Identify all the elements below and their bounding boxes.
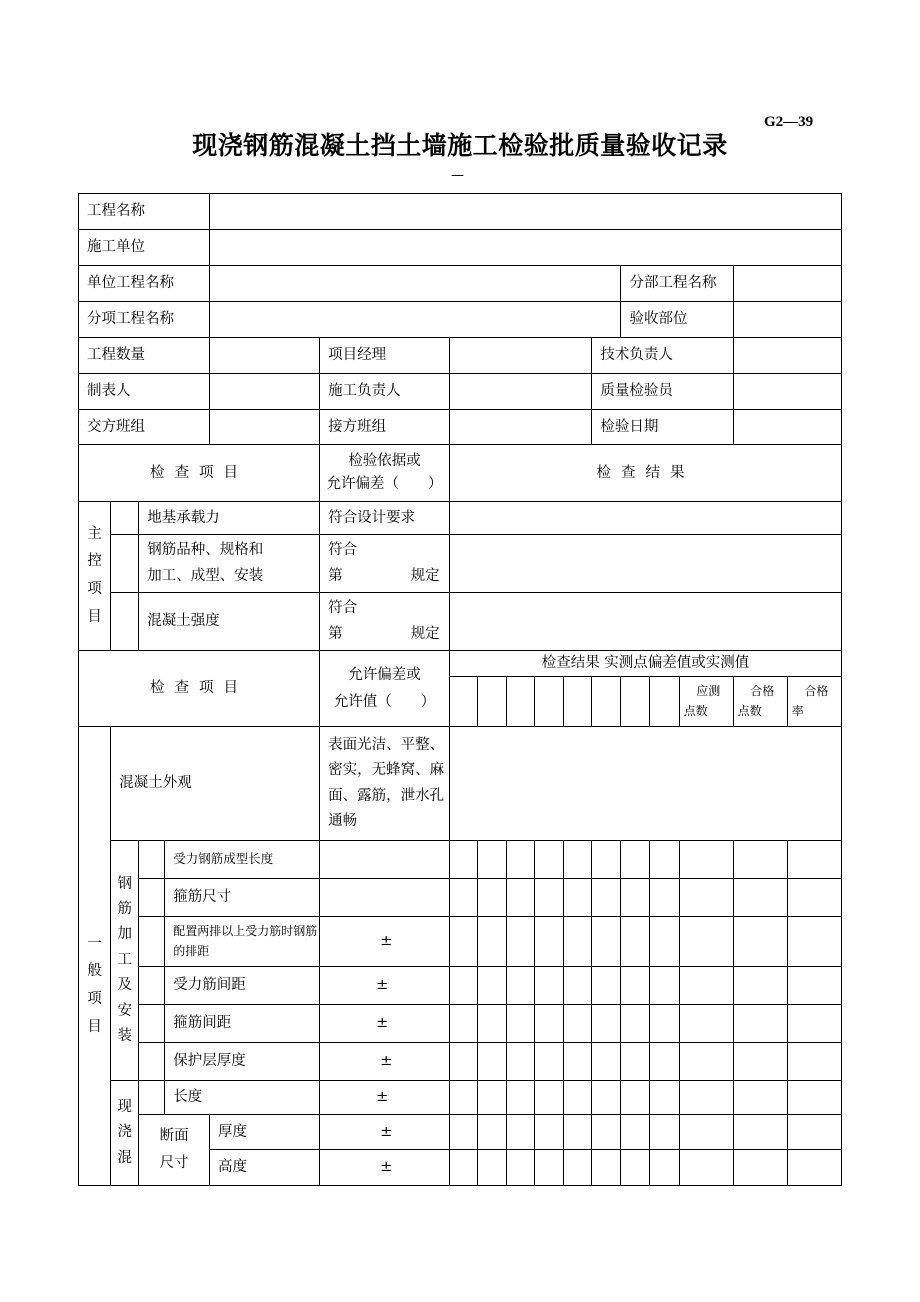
should-points-line2: 点数: [683, 703, 708, 718]
handover-team-field[interactable]: [209, 410, 319, 445]
inspection-date-label: 检验日期: [592, 410, 733, 445]
rebar-index-cell: [139, 917, 165, 967]
qualified-points-cell[interactable]: [733, 1043, 787, 1081]
pass-rate-cell[interactable]: [787, 879, 841, 917]
measure-cell[interactable]: [478, 967, 507, 1005]
measure-cell[interactable]: [621, 1081, 649, 1115]
rebar-group-char: 筋: [117, 901, 132, 918]
measure-cell[interactable]: [649, 1005, 679, 1043]
measure-cell[interactable]: [564, 1005, 592, 1043]
measure-cell[interactable]: [535, 841, 564, 879]
form-code: G2—39: [764, 114, 814, 130]
measure-cell[interactable]: [592, 879, 621, 917]
pass-rate-cell[interactable]: [787, 967, 841, 1005]
pass-rate-cell[interactable]: [787, 1005, 841, 1043]
measure-cell[interactable]: [649, 917, 679, 967]
pass-rate-line1: 合格: [804, 684, 829, 699]
measure-cell[interactable]: [507, 1150, 535, 1186]
rebar-result[interactable]: [450, 535, 842, 593]
rebar-row-tolerance: ±: [320, 967, 450, 1005]
measure-cell[interactable]: [450, 841, 478, 879]
appearance-item: 混凝土外观: [111, 727, 320, 841]
main-items-header: 检查项目: [79, 445, 320, 502]
measure-cell[interactable]: [450, 1043, 478, 1081]
measure-cell[interactable]: [535, 1115, 564, 1150]
measure-cell[interactable]: [564, 967, 592, 1005]
rebar-row-tolerance: [320, 879, 450, 917]
section-size-line1: 断面: [159, 1128, 189, 1145]
measure-cell[interactable]: [507, 1005, 535, 1043]
main-basis-header: [320, 445, 450, 502]
measure-cell[interactable]: [478, 1081, 507, 1115]
cast-group-char: 浇: [117, 1124, 132, 1141]
measure-cell[interactable]: [649, 879, 679, 917]
measure-cell[interactable]: [621, 917, 649, 967]
acceptance-part-label: 验收部位: [621, 302, 733, 338]
measure-cell[interactable]: [450, 677, 478, 727]
section-size-line2: 尺寸: [159, 1155, 189, 1171]
measure-cell[interactable]: [621, 1115, 649, 1150]
inspection-form-table: [78, 193, 842, 1186]
measure-cell[interactable]: [478, 841, 507, 879]
should-points-cell[interactable]: [679, 841, 733, 879]
should-points-cell[interactable]: [679, 879, 733, 917]
measure-cell[interactable]: [564, 917, 592, 967]
thickness-tolerance: ±: [320, 1115, 450, 1150]
pass-rate-cell[interactable]: [787, 917, 841, 967]
rebar-item-line2: 加工、成型、安装: [147, 567, 264, 584]
rebar-group-char: 及: [117, 977, 132, 994]
main-row-index-cell: [111, 502, 139, 535]
measure-cell[interactable]: [564, 1043, 592, 1081]
measure-cell[interactable]: [592, 1005, 621, 1043]
measure-cell[interactable]: [535, 1150, 564, 1186]
measure-cell[interactable]: [649, 1150, 679, 1186]
rebar-group-char: 钢: [117, 875, 132, 892]
should-points-cell[interactable]: [679, 1081, 733, 1115]
rebar-basis-clause: 第: [328, 567, 343, 584]
qualified-points-cell[interactable]: [733, 1115, 787, 1150]
measure-cell[interactable]: [450, 1005, 478, 1043]
qualified-points-cell[interactable]: [733, 967, 787, 1005]
measure-cell[interactable]: [478, 1005, 507, 1043]
project-name-label: 工程名称: [79, 194, 210, 230]
measure-cell[interactable]: [592, 1081, 621, 1115]
page-title: 现浇钢筋混凝土挡土墙施工检验批质量验收记录: [192, 131, 728, 160]
cast-group-char: 现: [117, 1098, 132, 1115]
rebar-row-tolerance: [320, 841, 450, 879]
concrete-strength-result[interactable]: [450, 593, 842, 651]
rebar-basis-rule: 规定: [410, 567, 440, 584]
main-basis-header-line2: 允许偏差（ ）: [326, 476, 443, 492]
rebar-row-item: 箍筋间距: [165, 1005, 320, 1043]
measure-cell[interactable]: [507, 917, 535, 967]
pass-rate-cell[interactable]: [787, 1150, 841, 1186]
measure-cell[interactable]: [649, 1115, 679, 1150]
measure-cell[interactable]: [649, 1043, 679, 1081]
rebar-item: [139, 535, 320, 593]
thickness-item: 厚度: [209, 1115, 319, 1150]
measure-cell[interactable]: [478, 677, 507, 727]
measure-cell[interactable]: [507, 967, 535, 1005]
measure-cell[interactable]: [535, 1043, 564, 1081]
measure-cell[interactable]: [478, 879, 507, 917]
construction-lead-label: 施工负责人: [320, 374, 450, 410]
main-results-header: 检查结果: [450, 445, 842, 502]
quantity-field[interactable]: [209, 338, 319, 374]
concrete-strength-basis-clause: 第: [328, 625, 343, 642]
height-tolerance: ±: [320, 1150, 450, 1186]
rebar-row-item: 配置两排以上受力筋时钢筋的排距: [165, 917, 320, 967]
should-points-cell[interactable]: [679, 1150, 733, 1186]
measure-cell[interactable]: [564, 879, 592, 917]
general-allow-header-line2: 允许值（ ）: [333, 693, 436, 710]
handover-team-label: 交方班组: [79, 410, 210, 445]
measure-cell[interactable]: [592, 967, 621, 1005]
sub-item-project-name-label: 分项工程名称: [79, 302, 210, 338]
bearing-capacity-basis: 符合设计要求: [320, 502, 450, 535]
measure-cell[interactable]: [535, 677, 564, 727]
pass-rate-cell[interactable]: [787, 1043, 841, 1081]
measure-cell[interactable]: [535, 1005, 564, 1043]
rebar-row-item: 受力钢筋成型长度: [165, 841, 320, 879]
rebar-index-cell: [139, 967, 165, 1005]
rebar-basis: [320, 535, 450, 593]
general-label: [79, 727, 111, 1186]
should-points-cell[interactable]: [679, 1115, 733, 1150]
appearance-requirement: 表面光洁、平整、密实，无蜂窝、麻面、露筋，泄水孔通畅: [320, 727, 450, 841]
measure-cell[interactable]: [478, 1115, 507, 1150]
concrete-strength-item: 混凝土强度: [139, 593, 320, 651]
sub-item-project-name-field[interactable]: [209, 302, 621, 338]
takeover-team-label: 接方班组: [320, 410, 450, 445]
measure-cell[interactable]: [564, 1115, 592, 1150]
qualified-points-cell[interactable]: [733, 1081, 787, 1115]
pass-rate-cell[interactable]: [787, 841, 841, 879]
length-item: 长度: [165, 1081, 320, 1115]
division-project-name-field[interactable]: [733, 266, 841, 302]
qualified-points-cell[interactable]: [733, 841, 787, 879]
unit-project-name-field[interactable]: [209, 266, 621, 302]
construction-lead-field[interactable]: [450, 374, 592, 410]
cast-group-char: 混: [117, 1149, 132, 1166]
measure-cell[interactable]: [649, 1081, 679, 1115]
measure-cell[interactable]: [535, 879, 564, 917]
should-points-cell[interactable]: [679, 967, 733, 1005]
main-control-char: 目: [87, 608, 102, 625]
rebar-basis-line1: 符合: [328, 542, 358, 559]
takeover-team-field[interactable]: [450, 410, 592, 445]
measure-cell[interactable]: [507, 879, 535, 917]
bearing-capacity-item: 地基承载力: [139, 502, 320, 535]
general-char: 项: [87, 991, 102, 1007]
appearance-result[interactable]: [450, 727, 842, 841]
technical-lead-label: 技术负责人: [592, 338, 733, 374]
main-basis-header-line1: 检验依据或: [348, 453, 421, 470]
should-points-line1: 应测: [696, 684, 721, 699]
unit-project-name-label: 单位工程名称: [79, 266, 210, 302]
rebar-group-char: 加: [117, 926, 132, 943]
rebar-item-line1: 钢筋品种、规格和: [147, 542, 264, 559]
section-size-label: [139, 1115, 210, 1186]
measure-cell[interactable]: [478, 1043, 507, 1081]
construction-unit-label: 施工单位: [79, 230, 210, 266]
rebar-group-char: 工: [117, 951, 132, 968]
qualified-points-cell[interactable]: [733, 879, 787, 917]
tabulator-field[interactable]: [209, 374, 319, 410]
title-dash: —: [451, 168, 464, 183]
acceptance-part-field[interactable]: [733, 302, 841, 338]
general-results-header: 检查结果 实测点偏差值或实测值: [450, 651, 842, 677]
measure-cell[interactable]: [450, 1150, 478, 1186]
measure-cell[interactable]: [478, 1150, 507, 1186]
measure-cell[interactable]: [592, 1150, 621, 1186]
quality-inspector-field[interactable]: [733, 374, 841, 410]
measure-cell[interactable]: [507, 1081, 535, 1115]
pass-rate-cell[interactable]: [787, 1115, 841, 1150]
qualified-points-cell[interactable]: [733, 917, 787, 967]
pass-rate-line2: 率: [791, 703, 804, 718]
project-manager-field[interactable]: [450, 338, 592, 374]
height-item: 高度: [209, 1150, 319, 1186]
rebar-index-cell: [139, 879, 165, 917]
rebar-index-cell: [139, 841, 165, 879]
measure-cell[interactable]: [621, 1005, 649, 1043]
main-row-index-cell: [111, 535, 139, 593]
measure-cell[interactable]: [592, 677, 621, 727]
rebar-row-item: 箍筋尺寸: [165, 879, 320, 917]
pass-rate-header: [787, 677, 841, 727]
quality-inspector-label: 质量检验员: [592, 374, 733, 410]
general-char: 目: [87, 1018, 102, 1035]
measure-cell[interactable]: [649, 841, 679, 879]
measure-cell[interactable]: [507, 1115, 535, 1150]
rebar-row-tolerance: ±: [320, 1005, 450, 1043]
measure-cell[interactable]: [450, 879, 478, 917]
measure-cell[interactable]: [621, 841, 649, 879]
measure-cell[interactable]: [507, 841, 535, 879]
concrete-strength-basis-line1: 符合: [328, 600, 358, 617]
concrete-strength-basis-rule: 规定: [410, 625, 440, 642]
qualified-points-cell[interactable]: [733, 1005, 787, 1043]
project-manager-label: 项目经理: [320, 338, 450, 374]
rebar-index-cell: [139, 1043, 165, 1081]
rebar-row-tolerance: ±: [320, 917, 450, 967]
measure-cell[interactable]: [450, 1081, 478, 1115]
main-control-char: 项: [87, 581, 102, 597]
measure-cell[interactable]: [507, 1043, 535, 1081]
concrete-strength-basis: [320, 593, 450, 651]
measure-cell[interactable]: [450, 1115, 478, 1150]
measure-cell[interactable]: [592, 917, 621, 967]
general-char: 一: [87, 935, 102, 952]
inspection-date-field[interactable]: [733, 410, 841, 445]
main-control-char: 主: [87, 525, 102, 542]
should-points-cell[interactable]: [679, 1043, 733, 1081]
division-project-name-label: 分部工程名称: [621, 266, 733, 302]
cast-index-cell: [139, 1081, 165, 1115]
measure-cell[interactable]: [507, 677, 535, 727]
rebar-group-char: 安: [117, 1002, 132, 1019]
should-points-cell[interactable]: [679, 917, 733, 967]
measure-cell[interactable]: [592, 1043, 621, 1081]
rebar-index-cell: [139, 1005, 165, 1043]
measure-cell[interactable]: [450, 967, 478, 1005]
technical-lead-field[interactable]: [733, 338, 841, 374]
measure-cell[interactable]: [478, 917, 507, 967]
measure-cell[interactable]: [535, 917, 564, 967]
measure-cell[interactable]: [621, 1150, 649, 1186]
quantity-label: 工程数量: [79, 338, 210, 374]
rebar-row-item: 保护层厚度: [165, 1043, 320, 1081]
cast-group-label: [111, 1081, 139, 1186]
qualified-points-header: [733, 677, 787, 727]
measure-cell[interactable]: [649, 967, 679, 1005]
measure-cell[interactable]: [564, 841, 592, 879]
main-row-index-cell: [111, 593, 139, 651]
measure-cell[interactable]: [621, 879, 649, 917]
qualified-points-line1: 合格: [750, 684, 775, 699]
rebar-group-char: 装: [117, 1027, 132, 1044]
measure-cell[interactable]: [564, 1150, 592, 1186]
measure-cell[interactable]: [535, 1081, 564, 1115]
measure-cell[interactable]: [592, 841, 621, 879]
general-allow-header-line1: 允许偏差或: [348, 666, 421, 683]
construction-unit-field[interactable]: [209, 230, 841, 266]
main-control-char: 控: [87, 553, 102, 570]
measure-cell[interactable]: [621, 1043, 649, 1081]
general-allow-header: [320, 651, 450, 727]
measure-cell[interactable]: [535, 967, 564, 1005]
should-points-cell[interactable]: [679, 1005, 733, 1043]
measure-cell[interactable]: [592, 1115, 621, 1150]
measure-cell[interactable]: [564, 1081, 592, 1115]
general-items-header: 检查项目: [79, 651, 320, 727]
tabulator-label: 制表人: [79, 374, 210, 410]
rebar-group-label: [111, 841, 139, 1081]
measure-cell[interactable]: [564, 677, 592, 727]
pass-rate-cell[interactable]: [787, 1081, 841, 1115]
measure-cell[interactable]: [649, 677, 679, 727]
qualified-points-cell[interactable]: [733, 1150, 787, 1186]
length-tolerance: ±: [320, 1081, 450, 1115]
measure-cell[interactable]: [621, 967, 649, 1005]
project-name-field[interactable]: [209, 194, 841, 230]
qualified-points-line2: 点数: [737, 703, 762, 718]
measure-cell[interactable]: [450, 917, 478, 967]
rebar-row-tolerance: ±: [320, 1043, 450, 1081]
general-char: 般: [87, 963, 102, 980]
main-control-label: [79, 502, 111, 651]
bearing-capacity-result[interactable]: [450, 502, 842, 535]
rebar-row-item: 受力筋间距: [165, 967, 320, 1005]
should-points-header: [679, 677, 733, 727]
measure-cell[interactable]: [621, 677, 649, 727]
